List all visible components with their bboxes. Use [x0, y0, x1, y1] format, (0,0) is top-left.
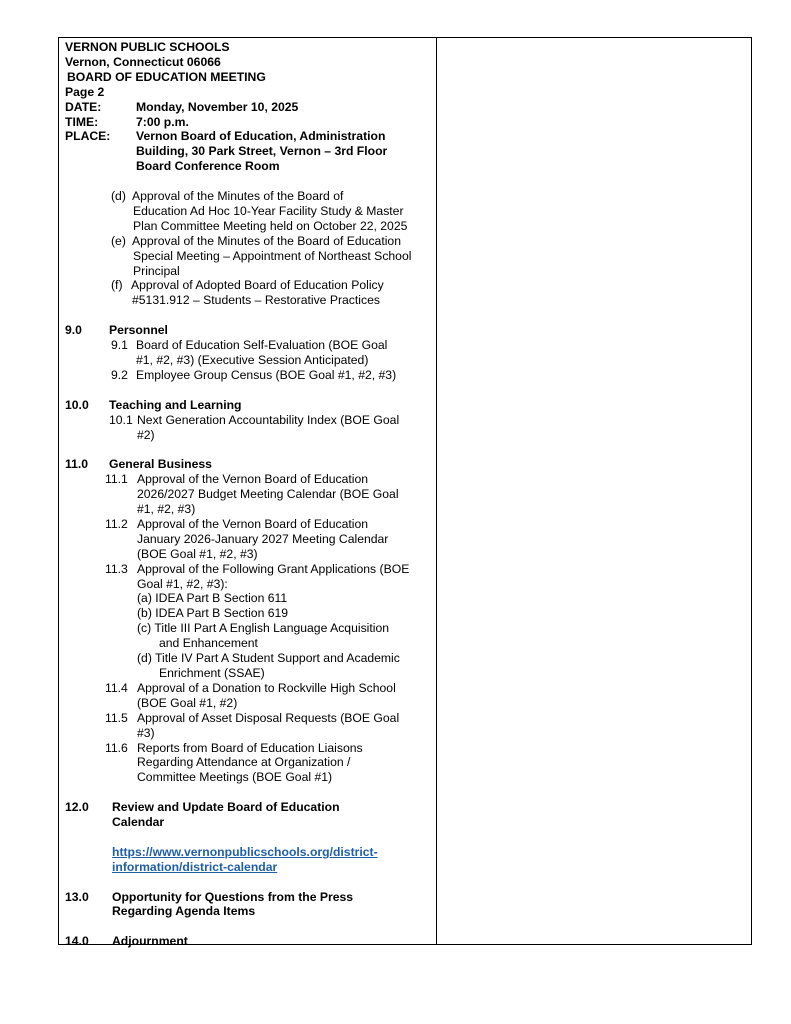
item-11-3 — [65, 562, 431, 681]
item-text-line: Approval of a Donation to Rockville High School — [137, 680, 396, 695]
calendar-link[interactable] — [65, 845, 431, 875]
consent-item-d — [65, 189, 431, 234]
place-line-3: Board Conference Room — [136, 159, 280, 174]
item-11-6 — [65, 741, 431, 786]
item-number: 11.2 — [105, 516, 128, 531]
section-title: Review and Update Board of Education — [112, 800, 340, 815]
item-text-line: #5131.912 – Students – Restorative Practices — [132, 293, 380, 308]
item-text-line: Approval of the Minutes of the Board of — [132, 189, 344, 204]
section-12 — [65, 800, 431, 830]
item-number: 11.3 — [105, 561, 128, 576]
item-text-line: #1, #2, #3) (Executive Session Anticipated) — [136, 353, 369, 367]
section-title: Teaching and Learning — [109, 397, 242, 412]
item-text-line: Education Ad Hoc 10-Year Facility Study & Master — [133, 203, 404, 218]
section-title: Personnel — [109, 323, 168, 338]
item-text-line: Approval of the Minutes of the Board of Education — [132, 233, 401, 248]
consent-item-f — [65, 278, 431, 308]
item-text-line: #1, #2, #3) — [137, 502, 196, 517]
section-number: 10.0 — [65, 397, 89, 412]
item-text-line: Next Generation Accountability Index (BOE Goal — [137, 412, 400, 427]
section-title: Opportunity for Questions from the Press — [112, 889, 354, 904]
sub-item-d-cont: Enrichment (SSAE) — [159, 666, 265, 680]
sub-item-b: (b) IDEA Part B Section 619 — [137, 606, 289, 621]
agenda-table — [58, 37, 752, 949]
agenda-column — [65, 40, 431, 949]
meeting-title: BOARD OF EDUCATION MEETING — [67, 69, 266, 84]
item-11-5 — [65, 711, 431, 741]
page-number: Page 2 — [65, 84, 105, 99]
section-number: 12.0 — [65, 800, 89, 815]
place-line-2: Building, 30 Park Street, Vernon – 3rd Floor — [136, 144, 388, 159]
item-text-line: #3) — [137, 725, 155, 740]
org-location: Vernon, Connecticut 06066 — [65, 54, 221, 69]
item-text-line: Goal #1, #2, #3): — [137, 576, 228, 591]
item-9-1 — [65, 338, 431, 368]
item-text-line: Reports from Board of Education Liaisons — [137, 740, 363, 755]
section-14 — [65, 934, 431, 949]
item-number: (e) — [111, 233, 126, 248]
item-text-line: Approval of Asset Disposal Requests (BOE Goal — [137, 710, 400, 725]
item-number: 11.5 — [105, 710, 128, 725]
section-number: 14.0 — [65, 934, 89, 949]
section-number: 9.0 — [65, 323, 82, 338]
section-title-cont: Regarding Agenda Items — [112, 904, 256, 919]
section-title-cont: Calendar — [112, 815, 165, 830]
time-value: 7:00 p.m. — [136, 114, 189, 129]
column-divider — [436, 38, 437, 944]
item-text-line: Committee Meetings (BOE Goal #1) — [137, 770, 333, 785]
item-text-line: #2) — [137, 427, 155, 442]
item-text-line: Employee Group Census (BOE Goal #1, #2, #3) — [136, 367, 397, 382]
sub-item-a: (a) IDEA Part B Section 611 — [137, 591, 288, 606]
item-number: 10.1 — [109, 412, 133, 427]
sub-item-c: (c) Title III Part A English Language Acquisition — [137, 621, 390, 636]
calendar-link-line-2[interactable]: information/district-calendar — [112, 859, 278, 874]
item-text-line: (BOE Goal #1, #2, #3) — [137, 546, 258, 561]
item-9-2 — [65, 368, 431, 383]
item-number: (d) — [111, 189, 126, 204]
item-number: 9.1 — [111, 338, 128, 353]
section-13 — [65, 890, 431, 920]
consent-item-e — [65, 234, 431, 279]
item-text-line: Regarding Attendance at Organization / — [137, 755, 351, 770]
date-label: DATE: — [65, 99, 102, 114]
item-11-1 — [65, 472, 431, 517]
item-text-line: (BOE Goal #1, #2) — [137, 695, 238, 710]
section-title: General Business — [109, 457, 212, 472]
item-number: 11.6 — [105, 740, 128, 755]
item-text-line: Approval of the Vernon Board of Education — [137, 516, 369, 531]
section-9 — [65, 323, 431, 338]
sub-item-c-cont: and Enhancement — [159, 636, 258, 651]
org-name: VERNON PUBLIC SCHOOLS — [65, 40, 230, 54]
item-number: 11.4 — [105, 680, 128, 695]
item-text-line: Special Meeting – Appointment of Northeast School — [133, 248, 412, 263]
item-text-line: Approval of the Vernon Board of Education — [137, 472, 369, 487]
place-row — [65, 129, 431, 174]
item-text-line: Approval of Adopted Board of Education Policy — [131, 278, 384, 293]
item-text-line: Board of Education Self-Evaluation (BOE Goal — [136, 338, 388, 353]
item-text-line: January 2026-January 2027 Meeting Calendar — [137, 531, 389, 546]
time-label: TIME: — [65, 114, 99, 129]
item-text-line: 2026/2027 Budget Meeting Calendar (BOE Goal — [137, 487, 399, 502]
item-11-2 — [65, 517, 431, 562]
date-value: Monday, November 10, 2025 — [136, 99, 299, 114]
calendar-link-line-1[interactable]: https://www.vernonpublicschools.org/district- — [112, 844, 378, 859]
sub-item-d: (d) Title IV Part A Student Support and Academic — [137, 651, 400, 666]
item-text-line: Plan Committee Meeting held on October 22, 2025 — [133, 218, 408, 233]
section-10 — [65, 398, 431, 413]
date-row — [65, 100, 431, 115]
item-number: 11.1 — [105, 472, 128, 487]
item-10-1 — [65, 413, 431, 443]
item-number: 9.2 — [111, 367, 128, 382]
place-label: PLACE: — [65, 129, 111, 144]
section-number: 11.0 — [65, 457, 89, 472]
time-row — [65, 115, 431, 130]
item-number: (f) — [111, 278, 123, 293]
place-line-1: Vernon Board of Education, Administration — [136, 129, 386, 144]
section-number: 13.0 — [65, 889, 89, 904]
section-11 — [65, 457, 431, 472]
item-text-line: Principal — [133, 263, 180, 278]
item-11-4 — [65, 681, 431, 711]
item-text-line: Approval of the Following Grant Applications (BOE — [137, 561, 410, 576]
section-title: Adjournment — [112, 934, 188, 949]
